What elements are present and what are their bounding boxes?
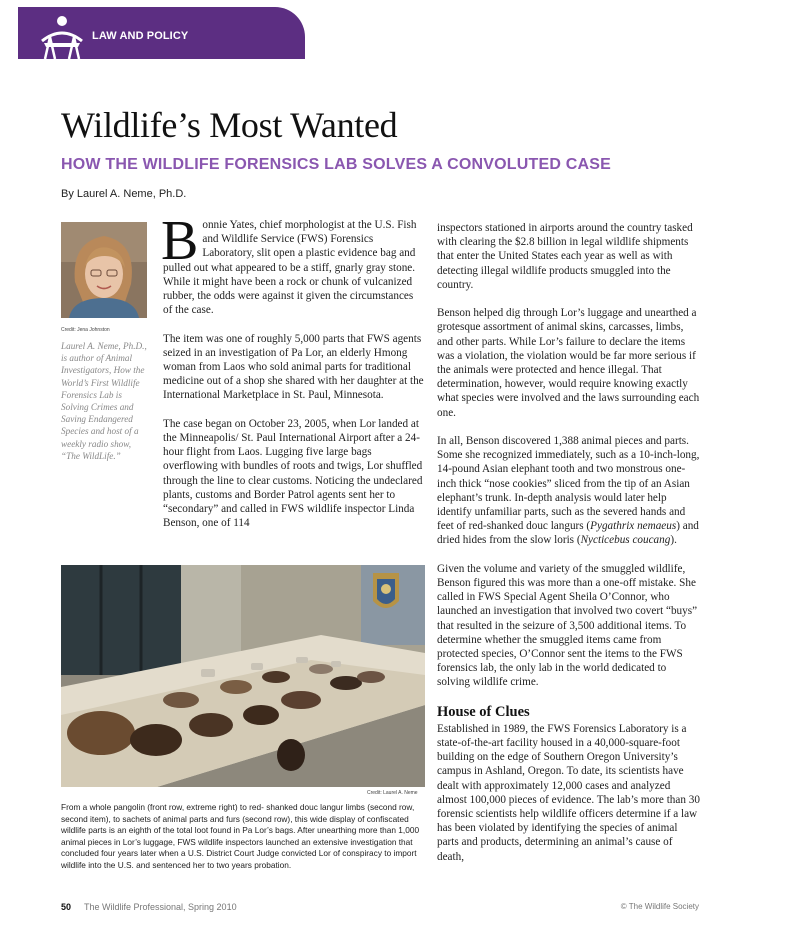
- drop-cap: B: [161, 210, 199, 272]
- paragraph: Given the volume and variety of the smuggled wildlife, Benson figured this was more than a one-off mistake. She called in FWS Special Agent Sheila O’Connor, who launched an investigation that involved two covert “buys” that resulted in the seizure of 3,500 additional items. To determine whether the smuggled items came from protected species, O’Connor sent the items to the FWS forensics lab, the only lab in the world dedicated to solving wildlife crime.: [437, 562, 698, 689]
- paragraph: Benson helped dig through Lor’s luggage and unearthed a grotesque assortment of animal skins, carcasses, limbs, and other parts. While Lor’s failure to declare the items was a violation, the violation would be far more serious if the animals were protected and hence illegal. That determination, however, would require knowing exactly what species were involved and the laws surrounding each one.: [437, 307, 700, 419]
- fws-shield-logo: [373, 573, 399, 608]
- paragraph: The case began on October 23, 2005, when Lor landed at the Minneapolis/ St. Paul International Airport after a 24-hour flight from Laos. Lugging five large bags overflowing with bundles of roots and twigs, Lor shuffled through the line to clear customs. Noticing the undeclared plants, customs and Border Patrol agents sent her to “secondary” and called in FWS wildlife inspector Linda Benson, one of 114: [163, 417, 423, 530]
- author-bio: Laurel A. Neme, Ph.D., is author of Animal Investigators, How the World’s First Wildlife Forensics Lab is Solving Crimes and Saving Endangered Species and host of a weekly radio show, “The WildLife.”: [61, 341, 147, 461]
- article-column-2: [437, 221, 701, 878]
- paragraph: Bonnie Yates, chief morphologist at the U.S. Fish and Wildlife Service (FWS) Forensics Laboratory, slit open a plastic evidence bag and pulled out what appeared to be a stiff, gnarly gray stone. While it might have been a rock or chunk of vulcanized rubber, the odds were against it given the circumstances of the case.: [161, 210, 417, 317]
- publication-name: The Wildlife Professional, Spring 2010: [84, 902, 237, 912]
- paragraph: inspectors stationed in airports around the country tasked with clearing the $2.8 billion in legal wildlife shipments that enter the United States each year as well as with detecting illegal wildlife products smuggled into the country.: [437, 222, 693, 291]
- figure-caption: From a whole pangolin (front row, extreme right) to red- shanked douc langur limbs (second row, second item), to sachets of animal parts and furs (second row), this wide display of confiscated wildlife parts is an eighth of the total loot found in Pa Lor’s bags. After unearthing more than 1,000 animal pieces in Lor’s luggage, FWS wildlife inspectors launched an extensive investigation that concluded four years later when a U.S. District Court Judge convicted Lor of conspiracy to import wildlife into the U.S. and sentenced her to two years probation.: [61, 802, 420, 870]
- author-photo-credit: Credit: Jena Johnston: [61, 327, 110, 333]
- evidence-table-photo: [61, 565, 425, 787]
- author-photo: [61, 222, 147, 318]
- page-number: 50: [61, 902, 72, 912]
- article-column-1: [161, 210, 425, 545]
- copyright: © The Wildlife Society: [620, 902, 699, 911]
- paragraph: Established in 1989, the FWS Forensics Laboratory is a state-of-the-art facility housed in a 40,000-square-foot building on the edge of Southern Oregon University’s campus in Ashland, Oregon. To date, its scientists have dealt with approximately 12,000 cases and analyzed almost 100,000 pieces of evidence. The lab’s more than 30 forensic scientists help wildlife officers determine if a law has been violated by identifying the species of animal parts and products, determining an animal’s cause of death,: [437, 722, 700, 863]
- article-subtitle: HOW THE WILDLIFE FORENSICS LAB SOLVES A CONVOLUTED CASE: [61, 156, 611, 173]
- section-label: LAW AND POLICY: [92, 30, 189, 42]
- article-title: Wildlife’s Most Wanted: [61, 105, 398, 145]
- section-tab: [18, 7, 305, 59]
- paragraph: The item was one of roughly 5,000 parts that FWS agents seized in an investigation of Pa Lor, an elderly Hmong woman from Laos who sold animal parts for traditional medicine out of a shop she shared with her daughter at the International Marketplace in St. Paul, Minnesota.: [163, 332, 424, 402]
- section-heading: House of Clues: [437, 703, 530, 720]
- paragraph: In all, Benson discovered 1,388 animal pieces and parts. Some she recognized immediately, such as a 10-inch-long, 14-pound Asian elephant tooth and two monstrous one-inch thick “nose cookies” sliced from the tip of an Asian elephant’s trunk. In-depth analysis would later help identify unfamiliar parts, such as the severed hands and feet of red-shanked douc langurs (Pygathrix nemaeus) and dried hides from the slow loris (Nycticebus coucang).: [437, 435, 700, 547]
- figure-credit: Credit: Laurel A. Neme: [367, 790, 418, 796]
- page-footer: [61, 902, 699, 914]
- byline: By Laurel A. Neme, Ph.D.: [61, 188, 187, 200]
- scales-of-justice-icon: [38, 13, 86, 59]
